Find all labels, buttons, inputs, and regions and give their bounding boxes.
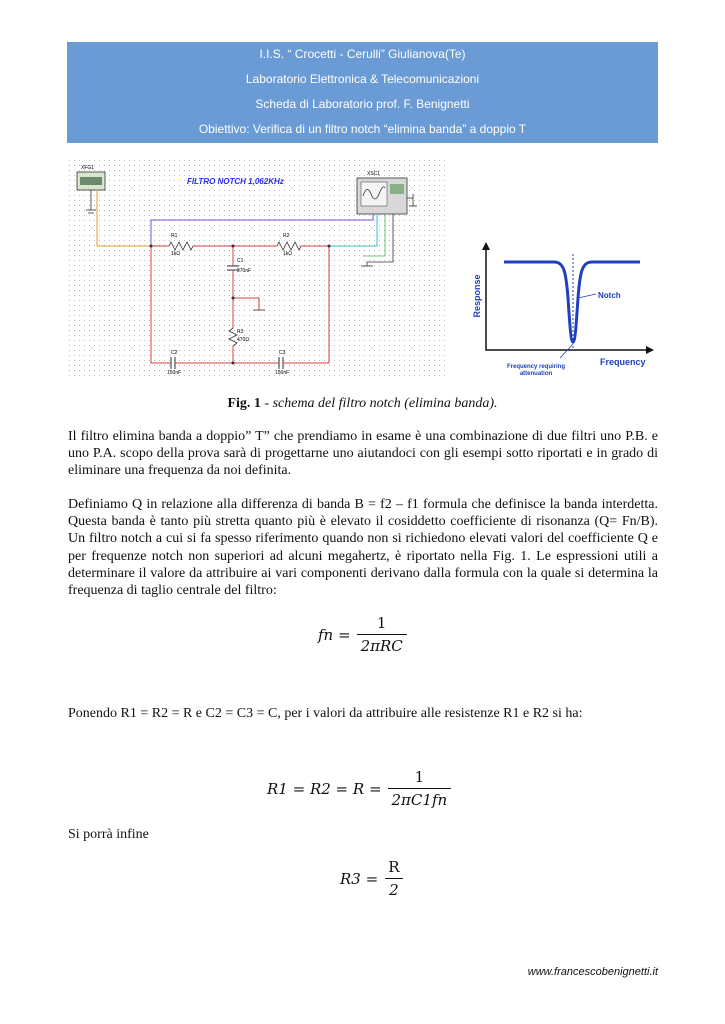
xsc-label: XSC1: [367, 171, 381, 177]
response-ylabel: Response: [472, 274, 482, 318]
r3-label: R3: [237, 329, 244, 335]
r2-label: R2: [283, 233, 290, 239]
figure-caption-text: schema del filtro notch (elimina banda).: [272, 396, 498, 411]
c2-label: C2: [171, 350, 178, 356]
attenuation-label: attenuation: [519, 371, 553, 377]
document-header: [67, 42, 658, 143]
paragraph-finally: Si porrà infine: [68, 827, 149, 842]
website-footer[interactable]: www.francescobenignetti.it: [527, 966, 658, 978]
xfg-label: XFG1: [81, 165, 95, 171]
c1-value: 270nF: [237, 268, 252, 274]
r2-value: 1kΩ: [283, 251, 293, 257]
notch-label: Notch: [598, 291, 621, 300]
c1-label: C1: [237, 258, 244, 264]
figure-label: Fig. 1: [227, 396, 261, 411]
paragraph-intro: Il filtro elimina banda a doppio” T” che prendiamo in esame è una combinazione di due filtri uno P.B. e uno P.A. scopo della prova sarà di progettarne uno aiutandoci con gli esempi sotto riportati e in grado di eliminare una frequenza da noi definita.: [68, 429, 658, 479]
schematic-title: FILTRO NOTCH 1,062KHz: [187, 177, 284, 186]
notch-filter-schematic: [67, 158, 447, 376]
formula-r3: R3 = $\frac{R}{2}$: [340, 858, 403, 899]
paragraph-resistors: Ponendo R1 = R2 = R e C2 = C3 = C, per i valori da attribuire alle resistenze R1 e R2 si ha:: [68, 706, 583, 721]
figure-caption: Fig. 1 - schema del filtro notch (elimina banda).: [227, 396, 498, 411]
paragraph-q-factor: Definiamo Q in relazione alla differenza di banda B = f2 – f1 formula che definisce la banda interdetta. Questa banda è tanto più stretta quanto più è elevato il cosiddetto coefficiente di risonanza (Q= Fn/B). Un filtro notch a cui si fa spesso riferimento quando non si richiedono elevati valori del coefficiente Q e per frequenze notch non superiori ad alcuni megahertz, è riportato nella Fig. 1. Le espressioni utili a determinare il valore da attribuire ai vari componenti derivano dalla formula con la quale si determina la frequenza di taglio centrale del filtro:: [68, 497, 658, 599]
r3-value: 470Ω: [237, 337, 250, 343]
objective: Obiettivo: Verifica di un filtro notch “elimina banda” a doppio T: [198, 122, 527, 136]
lab-name: Laboratorio Elettronica & Telecomunicazioni: [245, 72, 480, 86]
c3-label: C3: [279, 350, 286, 356]
formula-r1-r2: R1 = R2 = R = $\frac{1}{2\pi C1fn}$: [267, 768, 451, 809]
sheet-author: Scheda di Laboratorio prof. F. Benignetti: [255, 97, 470, 111]
frequency-requiring-label: Frequency requiring: [506, 364, 566, 370]
school-name: I.I.S. “ Crocetti - Cerulli” Giulianova(Te): [259, 47, 466, 61]
response-xlabel: Frequency: [600, 357, 646, 367]
notch-response-plot: [460, 238, 660, 378]
formula-fn: fn = $\frac{1}{\text{2πRC}}$: [318, 614, 407, 655]
c2-value: 150nF: [167, 370, 182, 376]
r1-value: 1kΩ: [171, 251, 181, 257]
notch-curve: [504, 262, 640, 342]
c3-value: 150nF: [275, 370, 290, 376]
r1-label: R1: [171, 233, 178, 239]
